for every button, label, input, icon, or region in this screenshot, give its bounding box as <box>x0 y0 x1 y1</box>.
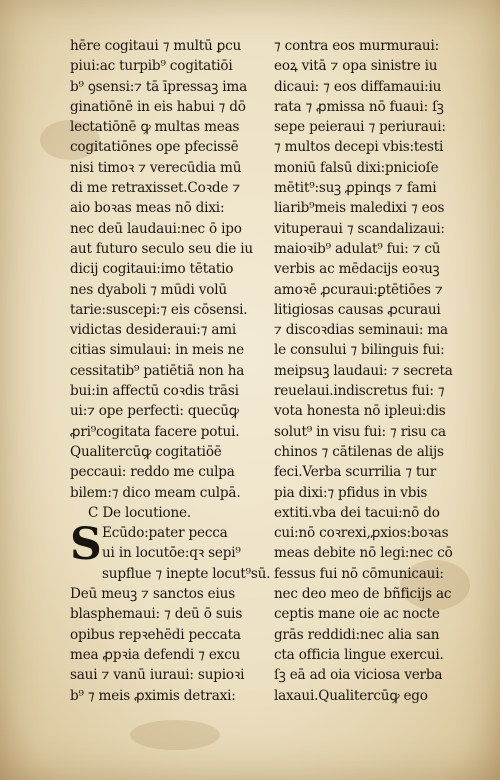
text-line: vituperaui ⁊ scandalizaui: <box>274 220 445 237</box>
text-line: aut futuro seculo seu die iu <box>70 240 253 257</box>
text-line: supflue ⁊ inepte locut⁹sū. <box>102 565 271 582</box>
text-line: fessus fui nō cōmunicaui: <box>274 565 444 582</box>
drop-cap-initial: S <box>70 519 102 571</box>
text-line: vota honesta nō ipleui:dis <box>274 403 446 420</box>
text-line: ceptis mane oie ac nocte <box>274 606 440 623</box>
text-line: pia dixi:⁊ pfidus in vbis <box>274 484 428 501</box>
text-line: ui in locutōe:qꝛ sepi⁹ <box>102 545 241 562</box>
text-line: nec deo meo de bñficijs ac <box>274 586 452 603</box>
text-line: nisi timoꝛ ⁊ verecūdia mū <box>70 159 242 176</box>
text-line: tarie:suscepi:⁊ eis cōsensi. <box>70 301 248 318</box>
text-line: bui:in affectū coꝛdis trāsi <box>70 383 239 400</box>
text-line: mētit⁹:suꝫ ꝓpinqs ⁊ fami <box>274 180 437 197</box>
text-line: cta officia lingue exercui. <box>274 646 444 663</box>
text-line: ginatiōnē in eis habui ⁊ dō <box>70 98 246 115</box>
text-line: b⁹ ꝯsensi:⁊ tā īpressaꝫ ima <box>70 78 247 95</box>
text-line: ⁊ discoꝛdias seminaui: ma <box>274 322 448 339</box>
text-line: Qualitercūꝙ cogitatiōē <box>70 443 222 460</box>
section-heading: C De locutione. <box>88 504 192 521</box>
text-line: eoꝝ vitā ⁊ opa sinistre iu <box>274 58 438 75</box>
text-line: liarib⁹meis maledixi ⁊ eos <box>274 200 445 217</box>
text-line: le consului ⁊ bilinguis fui: <box>274 342 445 359</box>
text-line: meipsuꝫ laudaui: ⁊ secreta <box>274 362 453 379</box>
text-line: reuelaui.indiscretus fui: ⁊ <box>274 383 445 400</box>
text-line: solut⁹ in visu fui: ⁊ risu ca <box>274 423 446 440</box>
text-line: rata ⁊ ꝓmissa nō fuaui: ſꝫ <box>274 98 444 115</box>
left-text-column <box>70 36 270 706</box>
text-line: opibus repꝛehēdi peccata <box>70 626 241 643</box>
text-line: vidictas desideraui:⁊ ami <box>70 322 237 339</box>
text-line: nec deū laudaui:nec ō ipo <box>70 220 242 237</box>
text-line: ⁊ contra eos murmuraui: <box>274 38 440 54</box>
right-text-column <box>274 36 474 706</box>
text-line: ꝓri⁹cogitata facere potui. <box>70 423 240 440</box>
text-line: peccaui: reddo me culpa <box>70 464 235 481</box>
text-line: amoꝛē ꝓcuraui:ꝑtētiōes ⁊ <box>274 281 443 298</box>
text-line: blasphemaui: ⁊ deū ō suis <box>70 606 243 623</box>
text-line: chinos ⁊ cātilenas de alijs <box>274 443 444 460</box>
text-line: mea ꝓpꝛia defendi ⁊ excu <box>70 646 241 663</box>
text-line: b⁹ ⁊ meis ꝓximis detraxi: <box>70 687 236 704</box>
text-line: saui ⁊ vanū iuraui: supioꝛi <box>70 667 245 684</box>
text-line: grās reddidi:nec alia san <box>274 626 440 643</box>
text-line: aio boꝛas meas nō dixi: <box>70 200 225 217</box>
text-line: laxaui.Qualitercūꝙ ego <box>274 687 428 704</box>
initial-paragraph <box>70 519 271 584</box>
text-line: piui:ac turpib⁹ cogitatiōi <box>70 58 233 75</box>
text-line: extiti.vba dei tacui:nō do <box>274 504 440 521</box>
text-line: feci.Verba scurrilia ⁊ tur <box>274 464 436 481</box>
text-line: cogitatiōnes ope pfecissē <box>70 139 239 156</box>
text-line: Deū meuꝫ ⁊ sanctos eius <box>70 586 235 603</box>
text-line: meas debite nō legi:nec cō <box>274 545 453 562</box>
text-line: hēre cogitaui ⁊ multū ꝑcu <box>70 38 242 54</box>
text-line: di me retraxisset.Coꝛde ⁊ <box>70 180 240 197</box>
text-line: dicij cogitaui:imo tētatio <box>70 261 234 278</box>
text-line: litigiosas causas ꝓcuraui <box>274 301 441 318</box>
text-line: ⁊ multos decepi vbis:testi <box>274 139 444 156</box>
text-line: verbis ac mēdacijs eoꝛuꝫ <box>274 261 440 278</box>
text-line: bilem:⁊ dico meam culpā. <box>70 484 241 501</box>
text-line: ui:⁊ ope perfecti: quecūꝙ <box>70 403 239 420</box>
text-line: maioꝛib⁹ adulat⁹ fui: ⁊ cū <box>274 240 441 257</box>
text-line: dicaui: ⁊ eos diffamaui:iu <box>274 78 442 95</box>
text-line: lectatiōnē ꝙ multas meas <box>70 119 240 136</box>
paper-stain <box>130 720 220 750</box>
text-line: sepe peieraui ⁊ periuraui: <box>274 119 446 136</box>
text-line: cui:nō coꝛrexi,ꝓxios:boꝛas <box>274 525 449 542</box>
text-line: nes dyaboli ⁊ mūdi volū <box>70 281 227 298</box>
text-line: cessitatib⁹ patiētiā non ha <box>70 362 245 379</box>
text-line: Ecūdo:pater pecca <box>102 525 228 542</box>
text-line: citias simulaui: in meis ne <box>70 342 245 359</box>
text-line: moniū falsū dixi:pnicioſe <box>274 159 439 176</box>
text-line: ſꝫ eā ad oia viciosa verba <box>274 667 443 684</box>
